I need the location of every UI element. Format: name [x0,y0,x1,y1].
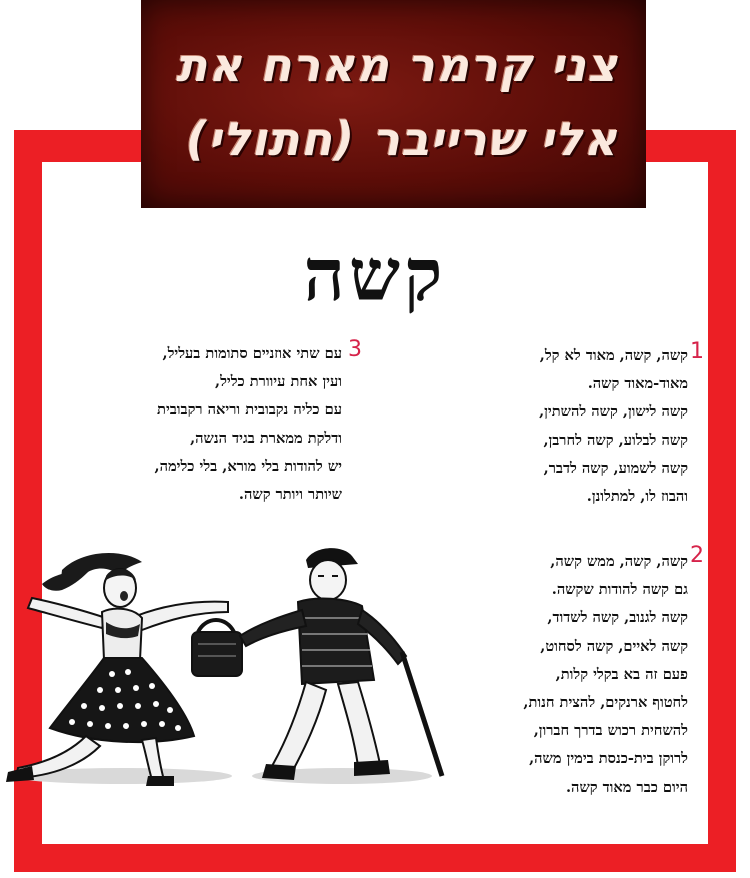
stanza-1 [539,342,688,511]
stanza-2-number: 2 [690,543,704,568]
poem-title: קשה [303,232,447,317]
stanza-line: ודלקת ממארת בגיד הנשה, [190,429,342,447]
stanza-3 [155,340,342,509]
banner-line-2: אלי שרייבר (חתולי) [185,112,618,166]
stanza-line: יש להודות בלי מורא, בלי כלימה, [154,457,342,475]
stanza-line: גם קשה להודות שקשה. [551,581,688,599]
stanza-line: לרוקן בית-כנסת בימין משה, [529,750,688,768]
stanza-line: עם שתי אוזניים סתומות בעליל, [162,345,342,362]
header-banner [141,0,646,208]
purse-snatching-illustration [2,540,452,790]
stanza-line: קשה לגנוב, קשה לשדוד, [547,609,688,627]
stanza-line: מאוד-מאוד קשה. [587,375,688,393]
stanza-line: לחטוף ארנקים, להצית חנות, [523,694,688,712]
stanza-line: להשחית רכוש בדרך חברון, [533,722,688,740]
stanza-3-number: 3 [348,337,362,362]
handbag-icon [192,620,242,676]
stanza-line: קשה, קשה, ממש קשה, [550,553,688,570]
stanza-line: קשה לבלוע, קשה לחרבן, [543,431,688,449]
stanza-line: והבוז לו, למתלונן. [586,488,688,506]
man-figure [240,548,442,780]
stanza-2 [523,548,688,802]
stanza-line: פעם זה בא בקלי קלות, [555,665,688,683]
stanza-line: ועין אחת עיוורת כליל, [214,373,342,391]
stanza-line: שיותר ויותר קשה. [238,486,342,504]
stanza-line: קשה, קשה, מאוד לא קל, [539,347,688,364]
stanza-1-number: 1 [690,339,704,364]
stanza-line: עם כליה נקבובית וריאה רקבובית [157,401,342,419]
stanza-line: קשה לשמוע, קשה לדבר, [543,459,688,477]
stanza-line: היום כבר מאוד קשה. [565,778,688,796]
stanza-line: קשה לישון, קשה להשתין, [539,403,688,421]
stanza-line: קשה לאיים, קשה לסחוט, [540,637,688,655]
banner-line-1: צני קרמר מארח את [176,38,618,92]
